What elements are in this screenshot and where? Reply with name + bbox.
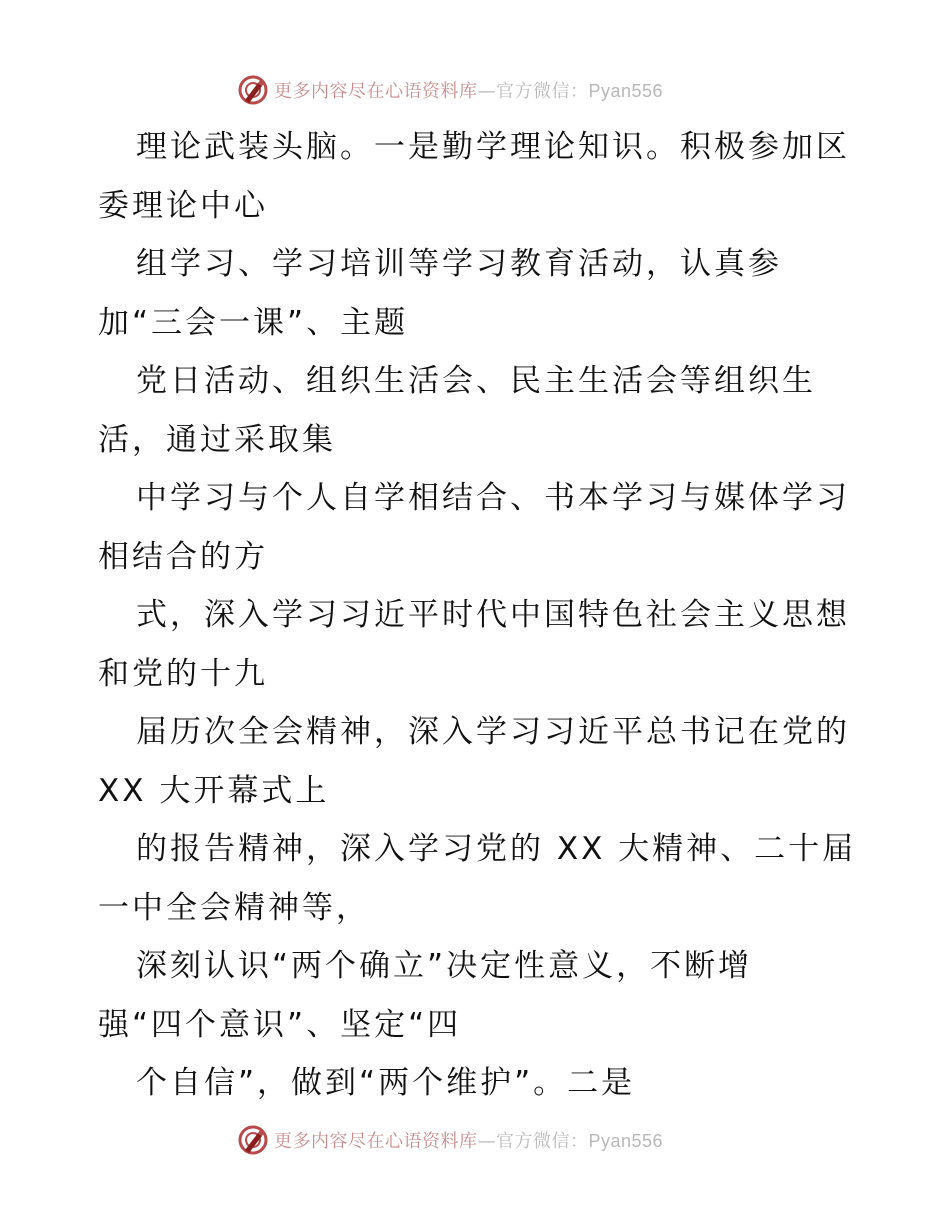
text-line: 和党的十九	[98, 655, 268, 692]
text-line: 活，通过采取集	[98, 421, 336, 458]
text-line: 一中全会精神等，	[98, 889, 370, 926]
watermark-main-text: 更多内容尽在心语资料库	[274, 1131, 478, 1152]
watermark-main-text: 更多内容尽在心语资料库	[274, 81, 478, 102]
watermark-suffix: 官方微信：	[496, 81, 589, 102]
watermark-separator: —	[477, 81, 496, 102]
header-watermark	[236, 72, 663, 108]
watermark-text	[274, 77, 663, 103]
document-body	[98, 118, 868, 1113]
text-line: 组学习、学习培训等学习教育活动，认真参	[136, 246, 782, 282]
text-line: 中学习与个人自学相结合、书本学习与媒体学习	[136, 480, 850, 516]
text-line: 的报告精神，深入学习党的 XX 大精神、二十届	[136, 831, 857, 867]
text-line: XX 大开幕式上	[98, 772, 330, 809]
text-line: 委理论中心	[98, 187, 268, 224]
watermark-wechat-id: Pyan556	[588, 1131, 664, 1151]
watermark-wechat-id: Pyan556	[588, 81, 664, 101]
text-line: 理论武装头脑。一是勤学理论知识。积极参加区	[136, 129, 850, 165]
watermark-text	[274, 1127, 663, 1153]
text-line: 相结合的方	[98, 538, 268, 575]
text-line: 深刻认识“两个确立”决定性意义，不断增	[136, 948, 753, 984]
text-line: 届历次全会精神，深入学习习近平总书记在党的	[136, 714, 850, 750]
footer-watermark	[236, 1122, 663, 1158]
watermark-suffix: 官方微信：	[496, 1131, 589, 1152]
pen-logo-icon	[236, 1123, 270, 1157]
text-line: 式，深入学习习近平时代中国特色社会主义思想	[136, 597, 850, 633]
text-line: 党日活动、组织生活会、民主生活会等组织生	[136, 363, 816, 399]
text-line: 强“四个意识”、坚定“四	[98, 1006, 462, 1043]
text-line: 个自信”，做到“两个维护”。二是	[136, 1065, 636, 1101]
pen-logo-icon	[236, 73, 270, 107]
watermark-separator: —	[477, 1131, 496, 1152]
text-line: 加“三会一课”、主题	[98, 304, 409, 341]
